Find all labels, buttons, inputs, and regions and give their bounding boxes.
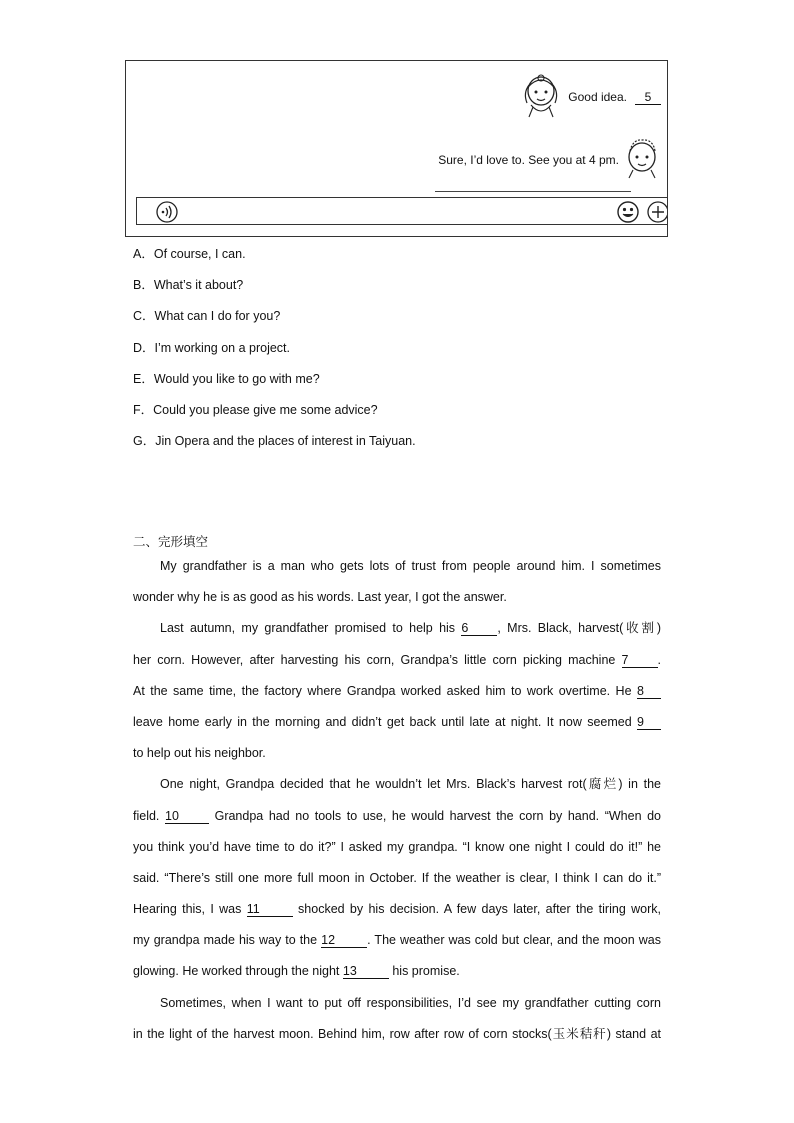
voice-icon (156, 201, 178, 223)
blank-9: 9 (637, 715, 661, 730)
option-d: D．I’m working on a project. (133, 340, 291, 355)
option-f: F．Could you please give me some advice? (133, 402, 378, 417)
blank-8: 8 (637, 684, 661, 699)
blank-11: 11 (247, 902, 293, 917)
chat-message-2: Sure, I’d love to. See you at 4 pm. (438, 153, 619, 167)
passage-line: in the light of the harvest moon. Behind him, row after row of corn stocks(玉米秸秆) stand at (133, 1026, 661, 1041)
passage-line: One night, Grandpa decided that he wouldn’t let Mrs. Black’s harvest rot(腐烂) in the (160, 777, 661, 792)
passage-line: leave home early in the morning and didn’t get back until late at night. It now seemed 9 (133, 707, 661, 738)
blank-12: 12 (321, 933, 367, 948)
passage-line: said. “There’s still one more full moon in October. If the weather is clear, I think I can do it.” (133, 870, 661, 885)
section-title: 二、完形填空 (133, 534, 209, 549)
chat-input-bar (136, 197, 668, 225)
chat-illustration (125, 60, 668, 237)
passage-line: My grandfather is a man who gets lots of trust from people around him. I sometimes (160, 559, 661, 573)
option-b: B．What’s it about? (133, 278, 244, 293)
girl-avatar-icon (519, 71, 563, 119)
option-g: G．Jin Opera and the places of interest in Taiyuan. (133, 434, 416, 449)
passage-line: glowing. He worked through the night 13 his promise. (133, 964, 460, 979)
passage-line: Sometimes, when I want to put off responsibilities, I’d see my grandfather cutting corn (160, 995, 661, 1010)
passage-line: you think you’d have time to do it?” I asked my grandpa. “I know one night I could do it!” he (133, 839, 661, 854)
reply-underline (435, 191, 631, 192)
blank-6: 6 (461, 621, 497, 636)
passage-line: Hearing this, I was 11 shocked by his decision. A few days later, after the tiring work, (133, 902, 661, 917)
option-a: A．Of course, I can. (133, 247, 246, 261)
passage-line: my grandpa made his way to the 12 . The weather was cold but clear, and the moon was (133, 933, 661, 948)
boy-avatar-icon (623, 135, 661, 179)
passage-line: wonder why he is as good as his words. Last year, I got the answer. (133, 590, 507, 605)
option-e: E．Would you like to go with me? (133, 371, 320, 386)
cloze-passage (133, 551, 661, 1050)
blank-10: 10 (165, 809, 209, 824)
plus-icon (647, 201, 668, 223)
option-c: C．What can I do for you? (133, 309, 281, 324)
blank-7: 7 (622, 653, 658, 668)
passage-line: At the same time, the factory where Grandpa worked asked him to work overtime. He 8 (133, 676, 661, 707)
passage-line: field. 10 Grandpa had no tools to use, he would harvest the corn by hand. “When do (133, 808, 662, 823)
passage-line: to help out his neighbor. (133, 746, 266, 761)
blank-5: 5 (635, 90, 661, 105)
passage-line: her corn. However, after harvesting his corn, Grandpa’s little corn picking machine 7 . (133, 652, 661, 667)
smile-icon (617, 201, 639, 223)
options-list (133, 246, 416, 464)
chat-message-1: Good idea. (568, 90, 627, 104)
blank-13: 13 (343, 964, 389, 979)
passage-line: Last autumn, my grandfather promised to help his 6 , Mrs. Black, harvest(收割) (160, 621, 661, 636)
